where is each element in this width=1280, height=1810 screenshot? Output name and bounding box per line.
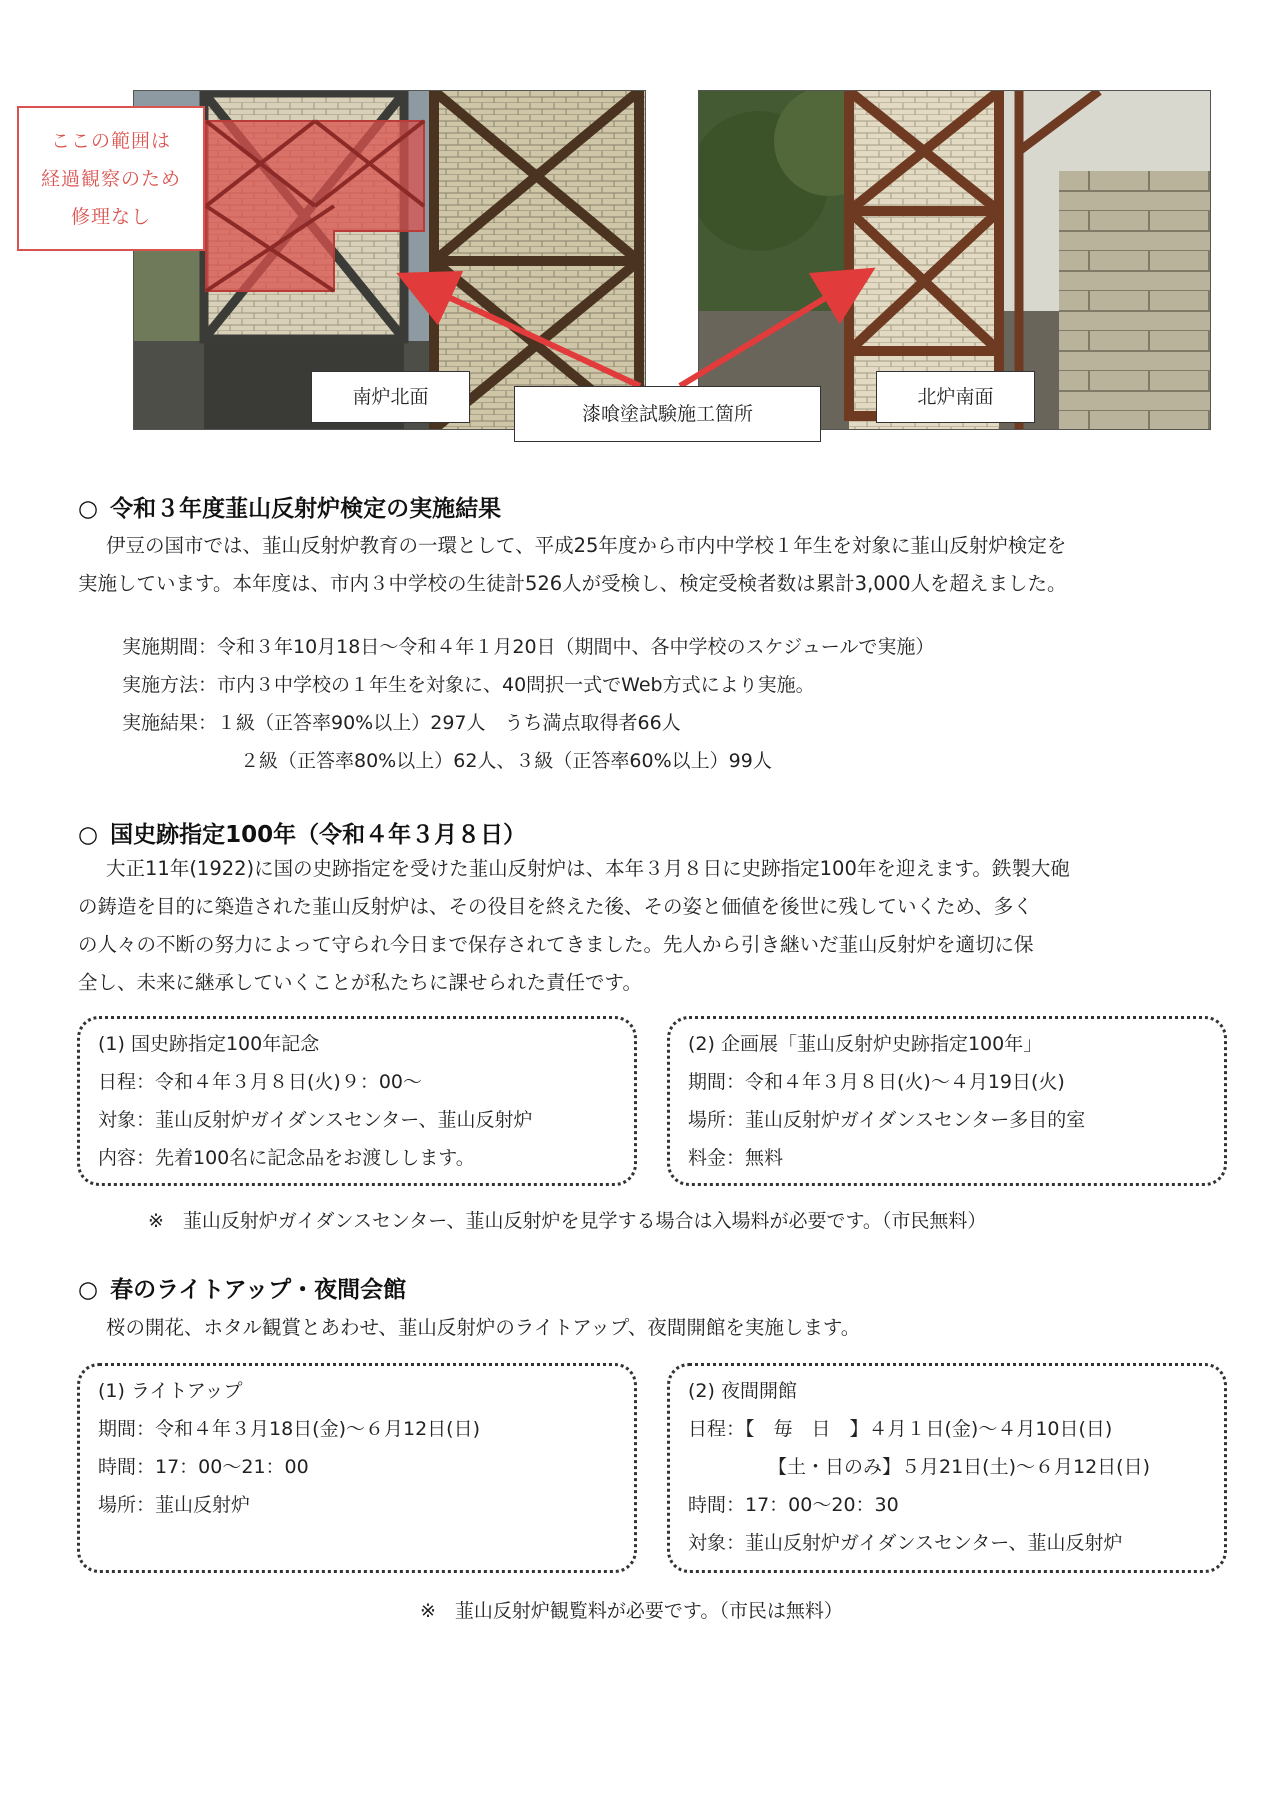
detail-period: 実施期間：令和３年10月18日～令和４年１月20日（期間中、各中学校のスケジュールで実施） [122,636,935,658]
section1-body-line: 伊豆の国市では、韮山反射炉教育の一環として、平成25年度から市内中学校１年生を対象に韮山反射炉検定を [106,534,1067,557]
box-line: 時間：17：00～21：00 [98,1456,309,1478]
section1-title: 令和３年度韮山反射炉検定の実施結果 [110,496,502,522]
centennial-event-box [77,1016,637,1186]
box-line: 内容：先着100名に記念品をお渡しします。 [98,1147,475,1169]
circle-bullet-icon: ○ [78,496,99,522]
detail-result: 実施結果：１級（正答率90%以上）297人 うち満点取得者66人 [122,712,681,734]
section2-title: 国史跡指定100年（令和４年３月８日） [110,822,527,848]
section2-body-line: の人々の不断の努力によって守られ今日まで保存されてきました。先人から引き継いだ韮山反射炉を適切に保 [78,933,1034,956]
box-line: 料金：無料 [688,1147,784,1169]
box-line: 場所：韮山反射炉ガイダンスセンター多目的室 [688,1109,1086,1131]
detail-method: 実施方法：市内３中学校の１年生を対象に、40問択一式でWeb方式により実施。 [122,674,815,696]
callout-line-1: ここの範囲は [50,130,171,152]
admission-note: ※ 韮山反射炉ガイダンスセンター、韮山反射炉を見学する場合は入場料が必要です。（市民無料） [148,1210,987,1232]
box-line: 日程：【 毎 日 】４月１日(金)～４月10日(日) [688,1418,1113,1440]
section2-heading [78,816,526,849]
box-line: 期間：令和４年３月18日(金)～６月12日(日) [98,1418,481,1440]
section1-details [122,628,934,780]
plaster-test-label: 漆喰塗試験施工箇所 [514,386,821,442]
box-line: 場所：韮山反射炉 [98,1494,251,1516]
circle-bullet-icon: ○ [78,1277,99,1303]
callout-line-2: 経過観察のため [40,168,181,190]
north-furnace-label: 北炉南面 [876,371,1035,423]
section2-body-line: 大正11年(1922)に国の史跡指定を受けた韮山反射炉は、本年３月８日に史跡指定100年を迎えます。鉄製大砲 [106,857,1070,880]
section2-body-line: 全し、未来に継承していくことが私たちに課せられた責任です。 [78,971,642,994]
box-line: 日程：令和４年３月８日(火)９：00～ [98,1071,423,1093]
exhibition-box [667,1016,1227,1186]
detail-result-cont: ２級（正答率80%以上）62人、３級（正答率60%以上）99人 [240,750,772,772]
section3-body [78,1309,1218,1347]
lightup-box [77,1363,637,1573]
south-furnace-label: 南炉北面 [311,371,470,423]
section1-body-line: 実施しています。本年度は、市内３中学校の生徒計526人が受検し、検定受検者数は累計3,000人を超えました。 [78,572,1067,595]
callout-line-3: 修理なし [70,206,151,228]
box-title: (1) 国史跡指定100年記念 [98,1033,320,1055]
box-line: 【土・日のみ】５月21日(土)～６月12日(日) [768,1456,1151,1478]
box-line: 対象：韮山反射炉ガイダンスセンター、韮山反射炉 [98,1109,533,1131]
section3-body-line: 桜の開花、ホタル観賞とあわせ、韮山反射炉のライトアップ、夜間開館を実施します。 [106,1316,861,1339]
section3-heading [78,1271,406,1304]
box-title: (1) ライトアップ [98,1380,243,1402]
section1-body [78,527,1218,603]
box-line: 対象：韮山反射炉ガイダンスセンター、韮山反射炉 [688,1532,1123,1554]
section2-body-line: の鋳造を目的に築造された韮山反射炉は、その役目を終えた後、その姿と価値を後世に残していくため、多く [78,895,1033,918]
section3-title: 春のライトアップ・夜間会館 [110,1277,407,1303]
not-repaired-callout [17,106,205,251]
box-title: (2) 企画展「韮山反射炉史跡指定100年」 [688,1033,1043,1055]
circle-bullet-icon: ○ [78,822,99,848]
night-opening-box [667,1363,1227,1573]
section1-heading [78,490,501,523]
box-line: 時間：17：00～20：30 [688,1494,899,1516]
box-line: 期間：令和４年３月８日(火)～４月19日(火) [688,1071,1065,1093]
viewing-fee-note: ※ 韮山反射炉観覧料が必要です。（市民は無料） [420,1600,843,1622]
section2-body [78,850,1218,1002]
box-title: (2) 夜間開館 [688,1380,797,1402]
